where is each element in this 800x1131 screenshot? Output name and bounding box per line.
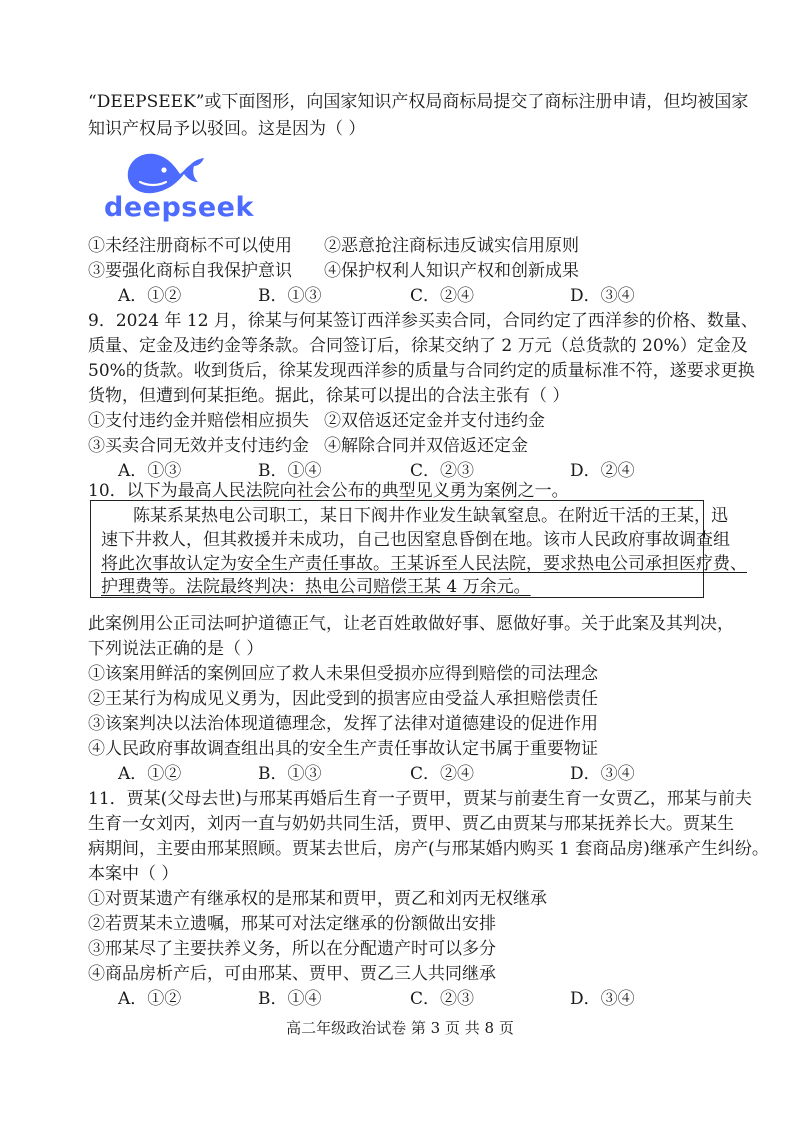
q8-choice-1: ①未经注册商标不可以使用 [88, 236, 292, 256]
q8-option-c: C．②④ [410, 286, 475, 306]
q9-choice-1: ①支付违约金并赔偿相应损失 [88, 411, 309, 431]
q11-stem-line-3: 病期间，主要由邢某照顾。贾某去世后，房产(与邢某婚内购买 1 套商品房)继承产生纠纷。 [88, 839, 769, 859]
q11-choice-1: ①对贾某遗产有继承权的是邢某和贾甲，贾乙和刘丙无权继承 [88, 889, 547, 909]
q10-option-d: D．③④ [570, 764, 635, 784]
q11-option-b: B．①④ [258, 989, 322, 1009]
q10-option-c: C．②④ [410, 764, 475, 784]
q10-case-box [90, 500, 747, 598]
q10-option-a: A．①② [118, 764, 182, 784]
q10-case-line-1: 陈某系某热电公司职工，某日下阀井作业发生缺氧窒息。在附近干活的王某，迅 [133, 506, 728, 526]
q11-option-d: D．③④ [570, 989, 635, 1009]
q11-option-c: C．②③ [410, 989, 475, 1009]
q9-option-c: C．②③ [410, 461, 475, 481]
q9-stem-line-2: 质量、定金及违约金等条款。合同签订后，徐某交纳了 2 万元（总货款的 20%）定金及 [88, 336, 748, 356]
q10-case-line-3: 将此次事故认定为安全生产责任事故。王某诉至人民法院，要求热电公司承担医疗费、 [101, 554, 747, 574]
q9-stem-line-4: 货物，但遭到何某拒绝。据此，徐某可以提出的合法主张有（ ） [88, 386, 570, 406]
q10-choice-4: ④人民政府事故调查组出具的安全生产责任事故认定书属于重要物证 [88, 739, 598, 759]
q9-choice-3: ③买卖合同无效并支付违约金 [88, 436, 309, 456]
q10-case-line-4: 护理费等。法院最终判决：热电公司赔偿王某 4 万余元。 [101, 577, 531, 597]
page-footer: 高二年级政治试卷 第 3 页 共 8 页 [286, 1019, 514, 1037]
q10-stem-line-3: 下列说法正确的是（ ） [88, 639, 264, 659]
q10-option-b: B．①③ [258, 764, 322, 784]
q9-choice-2: ②双倍返还定金并支付违约金 [324, 411, 545, 431]
q8-option-a: A．①② [118, 286, 182, 306]
q8-stem-line-2: 知识产权局予以驳回。这是因为（ ） [88, 119, 366, 139]
q9-stem-line-3: 50%的货款。收到货后，徐某发现西洋参的质量与合同约定的质量标准不符，遂要求更换 [88, 361, 755, 381]
q10-choice-1: ①该案用鲜活的案例回应了救人未果但受损亦应得到赔偿的司法理念 [88, 664, 598, 684]
q8-choice-2: ②恶意抢注商标违反诚实信用原则 [324, 236, 579, 256]
q10-stem-line-1: 10．以下为最高人民法院向社会公布的典型见义勇为案例之一。 [88, 481, 569, 501]
q8-choice-3: ③要强化商标自我保护意识 [88, 261, 292, 281]
q11-choice-3: ③邢某尽了主要扶养义务，所以在分配遗产时可以多分 [88, 939, 496, 959]
q11-choice-4: ④商品房析产后，可由邢某、贾甲、贾乙三人共同继承 [88, 964, 496, 984]
q8-choice-4: ④保护权利人知识产权和创新成果 [324, 261, 579, 281]
q9-choice-4: ④解除合同并双倍返还定金 [324, 436, 528, 456]
q11-choice-2: ②若贾某未立遗嘱，邢某可对法定继承的份额做出安排 [88, 914, 496, 934]
q10-choice-2: ②王某行为构成见义勇为，因此受到的损害应由受益人承担赔偿责任 [88, 689, 598, 709]
q8-option-b: B．①③ [258, 286, 322, 306]
q10-stem-line-2: 此案例用公正司法呵护道德正气，让老百姓敢做好事、愿做好事。关于此案及其判决， [88, 614, 734, 634]
q11-stem-line-2: 生育一女刘丙，刘丙一直与奶奶共同生活，贾甲、贾乙由贾某与邢某抚养长大。贾某生 [88, 814, 734, 834]
deepseek-wordmark: deepseek [104, 192, 254, 223]
q9-option-a: A．①③ [118, 461, 182, 481]
q8-stem-line-1: “DEEPSEEK”或下面图形，向国家知识产权局商标局提交了商标注册申请，但均被国家 [88, 92, 749, 112]
q11-option-a: A．①② [118, 989, 182, 1009]
q10-choice-3: ③该案判决以法治体现道德理念，发挥了法律对道德建设的促进作用 [88, 714, 598, 734]
q11-stem-line-4: 本案中（ ） [88, 864, 179, 884]
deepseek-logo [104, 146, 254, 223]
q11-stem-line-1: 11．贾某(父母去世)与邢某再婚后生育一子贾甲，贾某与前妻生育一女贾乙，邢某与前夫 [88, 789, 752, 809]
q9-option-b: B．①④ [258, 461, 322, 481]
q9-option-d: D．②④ [570, 461, 635, 481]
q8-option-d: D．③④ [570, 286, 635, 306]
q9-stem-line-1: 9．2024 年 12 月，徐某与何某签订西洋参买卖合同，合同约定了西洋参的价格、数量、 [88, 311, 758, 331]
q10-case-line-2: 速下井救人，但其救援并未成功，自己也因窒息昏倒在地。该市人民政府事故调查组 [101, 530, 730, 550]
whale-icon [104, 146, 244, 198]
